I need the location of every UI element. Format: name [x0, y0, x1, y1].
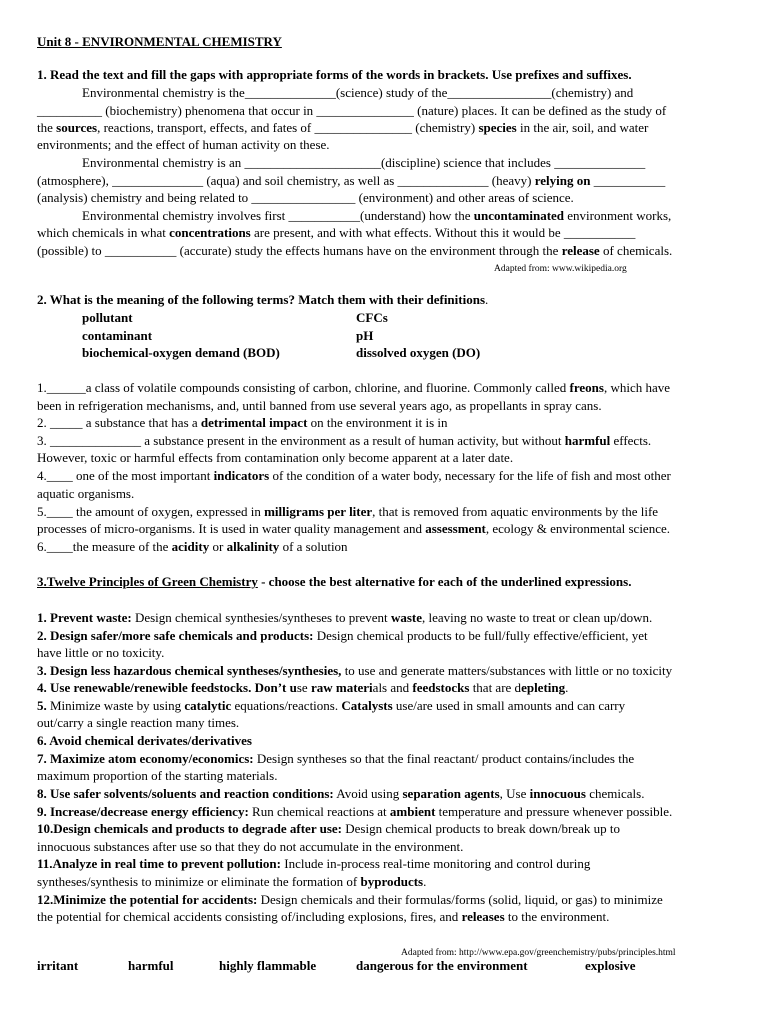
term-ph: pH [356, 328, 374, 343]
ex1-line: Environmental chemistry is an _____________________(discipline) science that includes ______________ [82, 155, 646, 170]
principle-10: 10.Design chemicals and products to degrade after use: Design chemical products to break down/break up to [37, 821, 620, 836]
ex3-heading: 3.Twelve Principles of Green Chemistry - choose the best alternative for each of the underlined expressions. [37, 574, 632, 589]
page-title: Unit 8 - ENVIRONMENTAL CHEMISTRY [37, 34, 282, 49]
definition-3: 3. ______________ a substance present in the environment as a result of human activity, but without harmful effects. [37, 433, 652, 448]
principle-7-cont: maximum proportion of the starting materials. [37, 768, 278, 783]
ex1-line: (analysis) chemistry and being related to ________________ (environment) and other areas of science. [37, 190, 574, 205]
ex1-line: the sources, reactions, transport, effects, and fates of _______________ (chemistry) species in the air, soil, and water [37, 120, 649, 135]
definition-1-cont: been in refrigeration mechanisms, and, until banned from use several years ago, as propellants in spray cans. [37, 398, 602, 413]
principle-11: 11.Analyze in real time to prevent pollution: Include in-process real-time monitoring and control during [37, 856, 591, 871]
principle-2: 2. Design safer/more safe chemicals and products: Design chemical products to be full/fully effective/efficient, yet [37, 628, 648, 643]
principle-12-cont: the potential for chemical accidents consisting of/including explosions, fires, and releases to the environment. [37, 909, 610, 924]
definition-3-cont: However, toxic or harmful effects from contamination only become apparent at a later date. [37, 450, 514, 465]
term-do: dissolved oxygen (DO) [356, 345, 481, 360]
ex1-line: Environmental chemistry is the______________(science) study of the________________(chemistry) and [82, 85, 634, 100]
principle-5: 5. Minimize waste by using catalytic equations/reactions. Catalysts use/are used in small amounts and can carry [37, 698, 626, 713]
term-bod: biochemical-oxygen demand (BOD) [82, 345, 280, 360]
ex1-line: which chemicals in what concentrations are present, and with what effects. Without this it would be ___________ [37, 225, 636, 240]
principle-6: 6. Avoid chemical derivates/derivatives [37, 733, 252, 748]
principle-5-cont: out/carry a single reaction many times. [37, 715, 240, 730]
principle-3: 3. Design less hazardous chemical syntheses/synthesies, to use and generate matters/substances with little or no toxicity [37, 663, 673, 678]
definition-6: 6.____the measure of the acidity or alkalinity of a solution [37, 539, 348, 554]
principle-4: 4. Use renewable/renewible feedstocks. Don’t use raw materials and feedstocks that are depleting. [37, 680, 569, 695]
definition-2: 2. _____ a substance that has a detrimental impact on the environment it is in [37, 415, 448, 430]
footer-word-explosive: explosive [585, 958, 636, 973]
principle-10-cont: innocuous substances after use so that they do not accumulate in the environment. [37, 839, 464, 854]
ex1-source: Adapted from: www.wikipedia.org [494, 264, 627, 274]
term-cfcs: CFCs [356, 310, 388, 325]
principle-9: 9. Increase/decrease energy efficiency: Run chemical reactions at ambient temperature and pressure whenever possible. [37, 804, 673, 819]
ex3-source: Adapted from: http://www.epa.gov/greenchemistry/pubs/principles.html [401, 948, 676, 958]
principle-2-cont: have little or no toxicity. [37, 645, 165, 660]
principle-12: 12.Minimize the potential for accidents: Design chemicals and their formulas/forms (solid, liquid, or gas) to minimize [37, 892, 663, 907]
ex1-line: (possible) to ___________ (accurate) study the effects humans have on the environment through the release of chemicals. [37, 243, 673, 258]
definition-1: 1.______a class of volatile compounds consisting of carbon, chlorine, and fluorine. Commonly called freons, which have [37, 380, 671, 395]
principle-11-cont: syntheses/synthesis to minimize or eliminate the formation of byproducts. [37, 874, 427, 889]
ex1-line: environments; and the effect of human activity on these. [37, 137, 330, 152]
principle-7: 7. Maximize atom economy/economics: Design syntheses so that the final reactant/ product contains/includes the [37, 751, 635, 766]
footer-word-highly-flammable: highly flammable [219, 958, 317, 973]
definition-4-cont: aquatic organisms. [37, 486, 135, 501]
ex1-line: Environmental chemistry involves first ___________(understand) how the uncontaminated environment works, [82, 208, 672, 223]
principle-8: 8. Use safer solvents/soluents and reaction conditions: Avoid using separation agents, Use innocuous chemicals. [37, 786, 645, 801]
term-pollutant: pollutant [82, 310, 133, 325]
ex1-line: (atmosphere), ______________ (aqua) and soil chemistry, as well as ______________ (heavy) relying on ___________ [37, 173, 666, 188]
definition-4: 4.____ one of the most important indicators of the condition of a water body, necessary for the life of fish and most other [37, 468, 671, 483]
principle-1: 1. Prevent waste: Design chemical synthesies/syntheses to prevent waste, leaving no waste to treat or clean up/down. [37, 610, 653, 625]
ex1-heading: 1. Read the text and fill the gaps with appropriate forms of the words in brackets. Use prefixes and suffixes. [37, 67, 632, 82]
footer-word-harmful: harmful [128, 958, 174, 973]
footer-word-dangerous: dangerous for the environment [356, 958, 528, 973]
definition-5-cont: processes of micro-organisms. It is used in water quality management and assessment, ecology & environmental science. [37, 521, 670, 536]
footer-word-irritant: irritant [37, 958, 79, 973]
definition-5: 5.____ the amount of oxygen, expressed in milligrams per liter, that is removed from aquatic environments by the life [37, 504, 659, 519]
term-contaminant: contaminant [82, 328, 153, 343]
ex1-line: __________ (biochemistry) phenomena that occur in _______________ (nature) places. It can be defined as the study of [37, 103, 667, 118]
ex2-heading: 2. What is the meaning of the following terms? Match them with their definitions. [37, 292, 489, 307]
